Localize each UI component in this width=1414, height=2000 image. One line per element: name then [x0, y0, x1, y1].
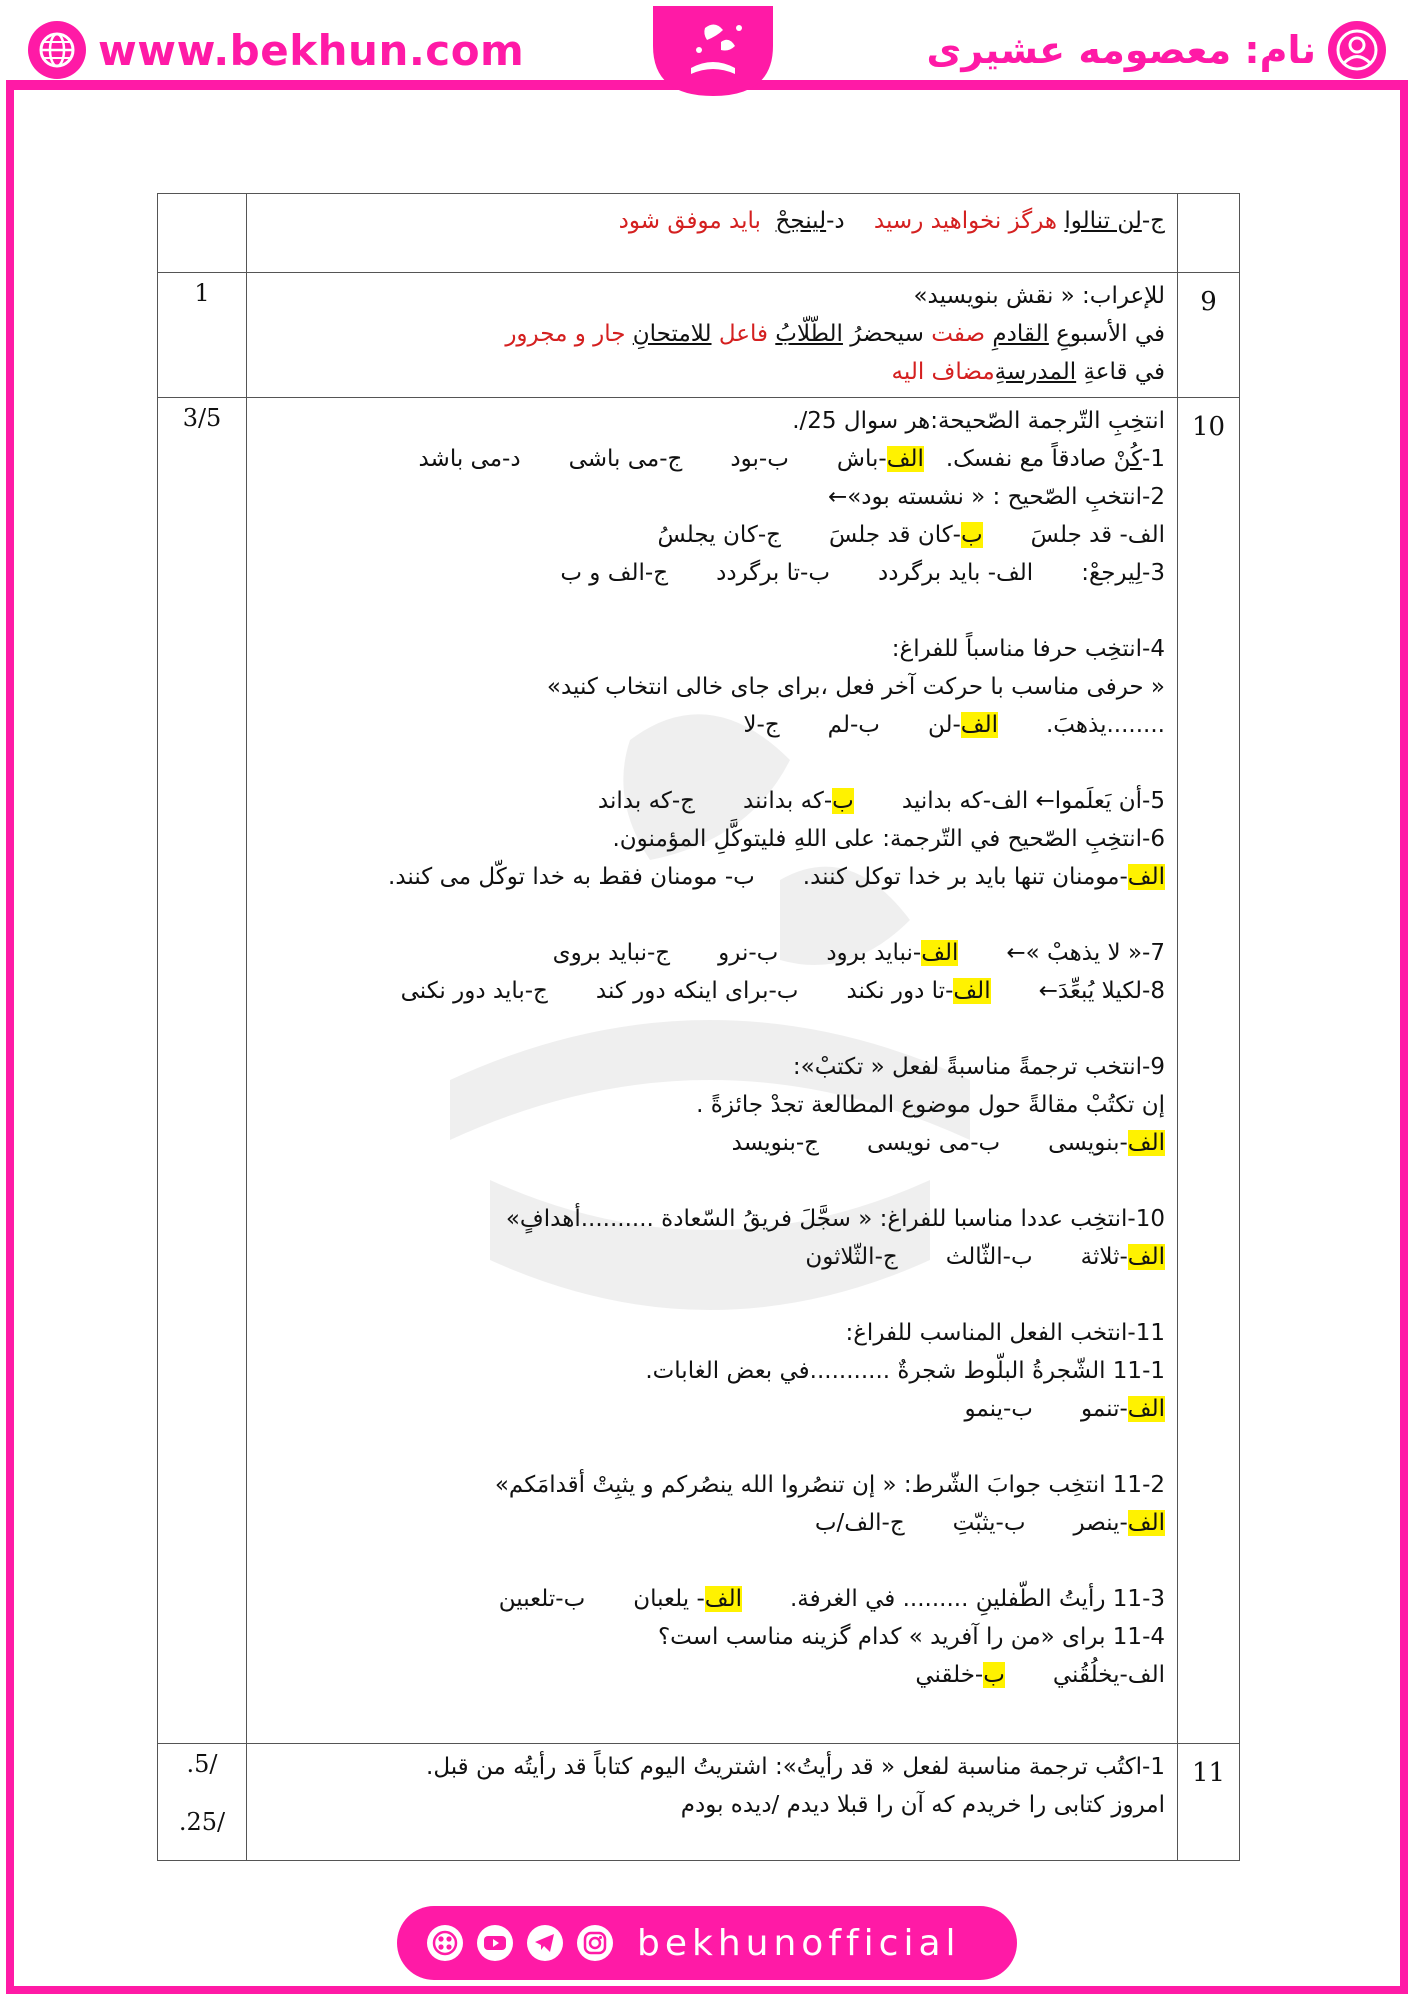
option: ج-کان یجلسُ: [657, 522, 781, 548]
question-body: [247, 194, 1178, 273]
site-link[interactable]: [28, 20, 524, 80]
selected-option: الف: [960, 712, 998, 738]
social-handle: bekhunofficial: [637, 1922, 961, 1964]
option: -لن: [927, 712, 961, 738]
option: -بنویسی: [1048, 1130, 1128, 1156]
option: -که بدانند: [743, 788, 833, 814]
option: -ثلاثة: [1080, 1244, 1128, 1270]
option: -تا دور نکند: [846, 978, 954, 1004]
question-text: 11-1 الشّجرةُ البلّوط شجرةٌ ...........في بعض الغابات.: [645, 1358, 1165, 1384]
score-value: /5.: [186, 1750, 218, 1778]
exam-answer-table: [157, 193, 1240, 1861]
question-text: 6-انتخِبِ الصّحیح في التّرجمة: علی اللهِ فلیتوکَّلِ المؤمنون.: [612, 826, 1165, 852]
option: ج-لا: [743, 712, 780, 738]
user-icon: [1328, 21, 1386, 79]
option: -مومنان تنها باید بر خدا توکل کنند.: [802, 864, 1128, 890]
selected-option: الف: [1127, 1244, 1165, 1270]
word: لن تنالوا: [1064, 208, 1142, 234]
instagram-icon[interactable]: [577, 1925, 613, 1961]
question-text: 4-انتخِب حرفا مناسباً للفراغ:: [891, 636, 1165, 662]
selected-option: الف: [704, 1586, 742, 1612]
selected-option: ب: [832, 788, 854, 814]
option: ب-یثبّتِ: [952, 1510, 1026, 1536]
option: ب-لم: [827, 712, 880, 738]
score-cell: [158, 194, 247, 273]
option-label: ج-: [1141, 208, 1165, 234]
option: الف- قد جلسَ: [1030, 522, 1165, 548]
option-label: د-: [826, 208, 845, 234]
question-number: 11: [1178, 1744, 1240, 1861]
selected-option: الف: [886, 446, 924, 472]
option: ب-تا برگردد: [716, 560, 830, 586]
row-question-11: [158, 1744, 1240, 1861]
telegram-icon[interactable]: [527, 1925, 563, 1961]
selected-option: الف: [1127, 864, 1165, 890]
question-body: [247, 1744, 1178, 1861]
text: في قاعةِ: [1076, 359, 1165, 385]
option: -نباید برود: [826, 940, 922, 966]
word: القادمِ: [992, 321, 1049, 347]
word: للامتحانِ: [632, 321, 712, 347]
text: سیحضرُ: [842, 321, 924, 347]
question-text: 10-انتخِب عددا مناسبا للفراغ: « سجَّلَ فریقُ السّعادة ..........أهدافٍ»: [505, 1206, 1165, 1232]
site-url: www.bekhun.com: [98, 25, 525, 75]
score-cell: 1: [158, 273, 247, 398]
selected-option: الف: [1127, 1130, 1165, 1156]
option: -کان قد جلسَ: [828, 522, 961, 548]
row-question-10: [158, 398, 1240, 1744]
word: الطّلّابُ: [775, 321, 843, 347]
question-text: 11-2 انتخِب جوابَ الشّرط: « إن تنصُروا الله ینصُرکم و یثبِتْ أقدامَکم»: [494, 1472, 1165, 1498]
question-body: [247, 273, 1178, 398]
answer-text: مضاف الیه: [891, 359, 995, 385]
word: لینجحْ: [775, 208, 827, 234]
question-text: ........یذهبَ.: [1046, 712, 1165, 738]
answer-text: جار و مجرور: [505, 321, 626, 347]
option: -خلقني: [915, 1662, 984, 1688]
question-text: إن تکتُبْ مقالةً حول موضوع المطالعة تجدْ جائزةً .: [696, 1092, 1165, 1118]
student-name: [927, 20, 1386, 80]
question-text: 1-اکتُب ترجمة مناسبة لفعل « قد رأیتُ»: اشتریتُ الیوم کتاباً قد رأیتُه من قبل.: [426, 1754, 1165, 1780]
question-body: [247, 398, 1178, 1744]
option: ج-می باشی: [568, 446, 683, 472]
option: ج-که بداند: [597, 788, 695, 814]
option: ب-می نویسی: [867, 1130, 1001, 1156]
option: ب-نرو: [718, 940, 779, 966]
question-text: 9-انتخب ترجمةً مناسبةً لفعل « تکتبْ»:: [792, 1054, 1165, 1080]
text: في الأسبوعِ: [1048, 321, 1165, 347]
row-continuation: [158, 194, 1240, 273]
youtube-icon[interactable]: [477, 1925, 513, 1961]
answer-text: هرگز نخواهید رسید: [873, 208, 1058, 234]
selected-option: الف: [1127, 1396, 1165, 1422]
question-text: 11-انتخب الفعل المناسب للفراغ:: [845, 1320, 1165, 1346]
option: الف- باید برگردد: [877, 560, 1034, 586]
option: ج-نباید بروی: [552, 940, 671, 966]
option: الف-یخلُقُني: [1052, 1662, 1165, 1688]
question-text: 11-3 رأیتُ الطّفلینِ ......... في الغرفة.: [790, 1586, 1165, 1612]
selected-option: الف: [921, 940, 959, 966]
social-footer: [397, 1906, 1017, 1980]
option: ج-الف و ب: [560, 560, 669, 586]
question-text: 11-4 برای «من را آفرید » کدام گزینه مناسب است؟: [657, 1624, 1165, 1650]
question-text: 7-« لا یذهبْ »←: [1006, 940, 1165, 966]
selected-option: ب: [983, 1662, 1005, 1688]
word: کُنْ: [1113, 446, 1143, 472]
answer-text: امروز کتابی را خریدم که آن را قبلا دیدم /دیده بودم: [680, 1792, 1165, 1818]
bekhun-logo: [643, 6, 783, 102]
selected-option: الف: [953, 978, 991, 1004]
option: ب-الثّالث: [945, 1244, 1033, 1270]
globe-icon: [28, 21, 86, 79]
option: ج-بنویسد: [731, 1130, 820, 1156]
score-cell: [158, 1744, 247, 1861]
selected-option: ب: [960, 522, 983, 548]
question-text: 5-أن یَعلَموا← الف-که بدانید: [901, 788, 1165, 814]
option: ج-باید دور نکنی: [400, 978, 548, 1004]
question-number: 10: [1178, 398, 1240, 1744]
option: - یلعبان: [633, 1586, 705, 1612]
option: ب-برای اینکه دور کند: [595, 978, 799, 1004]
question-text: انتخِبِ التّرجمة الصّحیحة:هر سوال 25/.: [792, 408, 1165, 434]
score-value: /25.: [178, 1808, 226, 1836]
question-text: للإعراب: « نقش بنویسید»: [913, 283, 1165, 309]
word: المدرسةِ: [994, 359, 1077, 385]
question-text: 3-لِیرجعْ:: [1081, 560, 1165, 586]
option: -باش: [836, 446, 887, 472]
question-number: [1178, 194, 1240, 273]
row-question-9: [158, 273, 1240, 398]
option: ج-الف/ب: [814, 1510, 905, 1536]
option: -ینصر: [1073, 1510, 1128, 1536]
option: -تنمو: [1080, 1396, 1128, 1422]
question-text: 8-لکیلا یُبعِّدَ←: [1038, 978, 1165, 1004]
aparat-icon[interactable]: [427, 1925, 463, 1961]
option: ب-تلعبین: [498, 1586, 586, 1612]
text: صادقاً مع نفسک.: [945, 446, 1114, 472]
student-name-text: نام: معصومه عشیری: [926, 28, 1316, 72]
option: د-می باشد: [418, 446, 521, 472]
option: ب-ینمو: [964, 1396, 1033, 1422]
question-text: 2-انتخبِ الصّحیح : « نشسته بود»←: [827, 484, 1165, 510]
option: ب- مومنان فقط به خدا توکّل می کنند.: [388, 864, 755, 890]
text: 1-: [1142, 446, 1165, 472]
option: ب-بود: [730, 446, 789, 472]
selected-option: الف: [1127, 1510, 1165, 1536]
header-bar: [6, 6, 1408, 90]
score-cell: 3/5: [158, 398, 247, 1744]
answer-text: فاعل: [718, 321, 768, 347]
answer-text: باید موفق شود: [618, 208, 761, 234]
option: ج-الثّلاثون: [805, 1244, 898, 1270]
question-text: « حرفی مناسب با حرکت آخر فعل ،برای جای خالی انتخاب کنید»: [546, 674, 1165, 700]
question-number: 9: [1178, 273, 1240, 398]
answer-text: صفت: [931, 321, 986, 347]
